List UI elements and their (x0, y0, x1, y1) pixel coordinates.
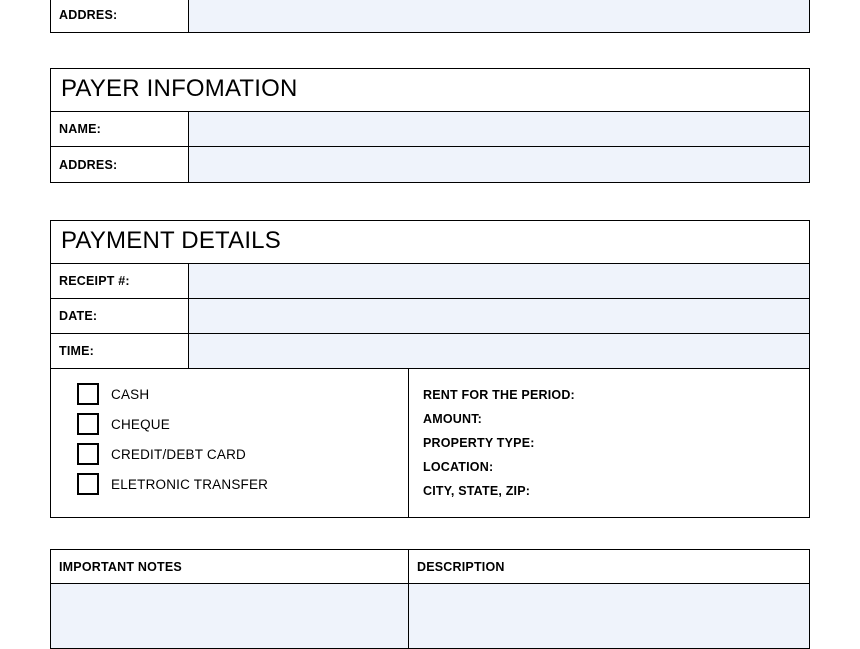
time-label: TIME: (51, 334, 189, 368)
notes-section (50, 549, 810, 649)
payment-method-cash[interactable] (77, 379, 408, 409)
payment-method-cheque-label: CHEQUE (111, 416, 170, 432)
notes-header-row (51, 550, 809, 584)
payment-method-card[interactable] (77, 439, 408, 469)
payer-name-input[interactable] (189, 112, 809, 146)
payer-name-label: NAME: (51, 112, 189, 146)
address-label-partial: ADDRES: (51, 0, 189, 32)
payment-details-title: PAYMENT DETAILS (51, 221, 809, 264)
location-label: LOCATION: (423, 460, 494, 474)
receipt-number-input[interactable] (189, 264, 809, 298)
notes-body-row (51, 584, 809, 648)
receipt-number-label: RECEIPT #: (51, 264, 189, 298)
rent-period-label: RENT FOR THE PERIOD: (423, 388, 575, 402)
payer-address-input[interactable] (189, 147, 809, 182)
payment-method-electronic-transfer[interactable] (77, 469, 408, 499)
payment-method-cheque[interactable] (77, 409, 408, 439)
checkbox-icon[interactable] (77, 443, 99, 465)
payer-information-title: PAYER INFOMATION (51, 69, 809, 112)
payment-details-section (50, 220, 810, 518)
payer-address-label: ADDRES: (51, 147, 189, 182)
payment-method-card-label: CREDIT/DEBT CARD (111, 446, 246, 462)
checkbox-icon[interactable] (77, 413, 99, 435)
date-label: DATE: (51, 299, 189, 333)
date-row (51, 299, 809, 334)
checkbox-icon[interactable] (77, 473, 99, 495)
rent-detail-list (409, 369, 809, 517)
receipt-number-row (51, 264, 809, 299)
date-input[interactable] (189, 299, 809, 333)
payer-name-row (51, 112, 809, 147)
description-column-header: DESCRIPTION (417, 559, 505, 574)
property-type-label: PROPERTY TYPE: (423, 436, 535, 450)
amount-label: AMOUNT: (423, 412, 483, 426)
payment-method-electronic-transfer-label: ELETRONIC TRANSFER (111, 476, 269, 492)
important-notes-column-header: IMPORTANT NOTES (51, 550, 409, 583)
time-input[interactable] (189, 334, 809, 368)
payment-method-list (51, 369, 409, 517)
address-row-partial (50, 0, 810, 33)
address-input-partial[interactable] (189, 0, 809, 32)
important-notes-input[interactable] (51, 584, 409, 648)
city-state-zip-label: CITY, STATE, ZIP: (423, 484, 531, 498)
time-row (51, 334, 809, 369)
description-input[interactable] (409, 584, 809, 648)
payer-address-row (51, 147, 809, 182)
checkbox-icon[interactable] (77, 383, 99, 405)
payment-method-and-details (51, 369, 809, 517)
payer-information-section (50, 68, 810, 183)
payment-method-cash-label: CASH (111, 386, 150, 402)
